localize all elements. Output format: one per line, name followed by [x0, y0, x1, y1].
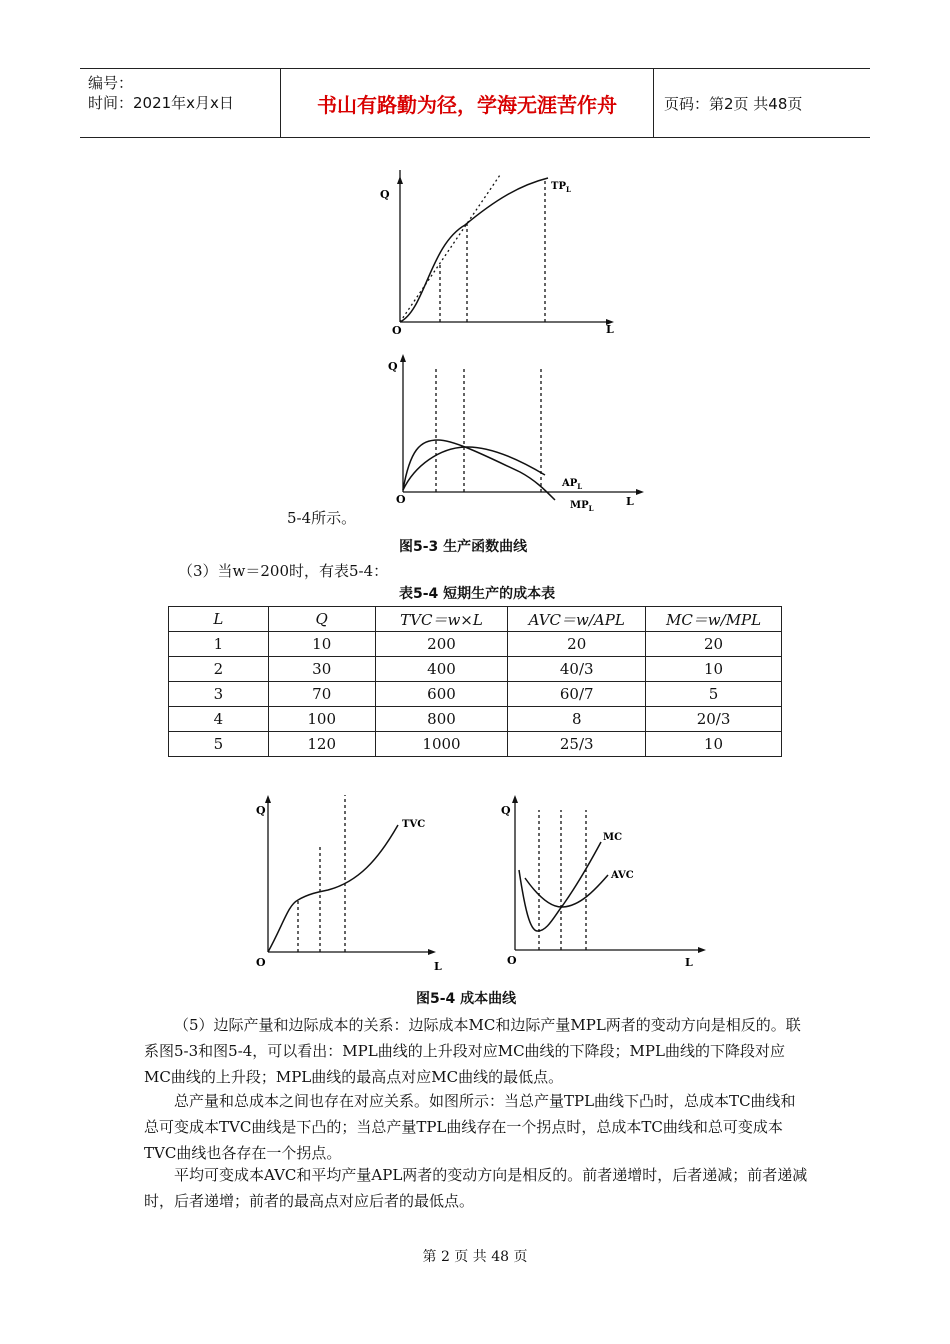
tp-curve	[400, 178, 548, 322]
avc-label: AVC	[611, 870, 634, 881]
tvc-curve	[268, 825, 398, 952]
col-mc: MC＝w/MPL	[646, 607, 782, 632]
cell: 40/3	[508, 657, 646, 682]
cell: 600	[375, 682, 508, 707]
cell: 60/7	[508, 682, 646, 707]
cell: 400	[375, 657, 508, 682]
cell: 20/3	[646, 707, 782, 732]
avc-curve	[525, 875, 608, 907]
intro-line: （3）当w＝200时，有表5-4：	[178, 562, 389, 580]
col-tvc: TVC＝w×L	[375, 607, 508, 632]
col-avc: AVC＝w/APL	[508, 607, 646, 632]
cost-table	[168, 606, 782, 757]
stray-text: 5-4所示。	[287, 509, 357, 527]
cell: 800	[375, 707, 508, 732]
ap-label: $AP_L$	[562, 478, 583, 491]
axis-label-q: Q	[380, 188, 390, 201]
tvc-label: TVC	[402, 819, 426, 830]
mp-label: $MP_L$	[570, 500, 594, 513]
axis-label-l: L	[606, 323, 614, 336]
axis-label-l4: L	[685, 956, 693, 969]
header-meta	[80, 69, 280, 137]
cell: 1000	[375, 732, 508, 757]
cell: 2	[169, 657, 269, 682]
tangent-line	[400, 175, 500, 322]
cell: 4	[169, 707, 269, 732]
figure53-caption: 图5-3 生产函数曲线	[399, 539, 528, 555]
table-caption: 表5-4 短期生产的成本表	[399, 586, 556, 602]
table-header-row	[169, 607, 782, 632]
origin-label2: O	[396, 493, 406, 506]
axis-label-q3: Q	[256, 804, 266, 817]
table-row	[169, 657, 782, 682]
cell: 100	[268, 707, 375, 732]
tp-curve-figure	[370, 170, 630, 340]
table-row	[169, 732, 782, 757]
axis-label-l2: L	[626, 495, 634, 508]
page-footer: 第 2 页 共 48 页	[422, 1249, 528, 1265]
cell: 70	[268, 682, 375, 707]
paragraph-2: 总产量和总成本之间也存在对应关系。如图所示：当总产量TPL曲线下凸时，总成本TC曲线和总可变成本TVC曲线是下凸的；当总产量TPL曲线存在一个拐点时，总成本TC曲线和总可变成本TVC曲线也各存在一个拐点。	[144, 1092, 796, 1162]
paragraph-1: （5）边际产量和边际成本的关系：边际成本MC和边际产量MPL两者的变动方向是相反的。联系图5-3和图5-4，可以看出：MPL曲线的上升段对应MC曲线的下降段；MPL曲线的下降段对应MC曲线的上升段；MPL曲线的最高点对应MC曲线的最低点。	[144, 1016, 801, 1086]
axis-label-q4: Q	[501, 804, 511, 817]
cell: 20	[646, 632, 782, 657]
header-motto: 书山有路勤为径，学海无涯苦作舟	[280, 69, 654, 137]
cell: 25/3	[508, 732, 646, 757]
paragraph-3: 平均可变成本AVC和平均产量APL两者的变动方向是相反的。前者递增时，后者递减；前者递减时，后者递增；前者的最高点对应后者的最低点。	[144, 1166, 808, 1210]
table-row	[169, 707, 782, 732]
cell: 3	[169, 682, 269, 707]
col-l: L	[169, 607, 269, 632]
origin-label3: O	[256, 956, 266, 969]
cell: 10	[268, 632, 375, 657]
cell: 20	[508, 632, 646, 657]
cell: 30	[268, 657, 375, 682]
cell: 8	[508, 707, 646, 732]
table-row	[169, 682, 782, 707]
mc-label: MC	[603, 832, 623, 843]
tp-label: $TP_L$	[551, 181, 571, 194]
origin-label: O	[392, 324, 402, 337]
cell: 120	[268, 732, 375, 757]
page-header	[80, 68, 870, 138]
header-page-info: 页码：第2页 共48页	[664, 94, 803, 113]
figure54-caption: 图5-4 成本曲线	[416, 991, 517, 1007]
mc-avc-figure	[495, 790, 715, 975]
number-label: 编号：	[88, 74, 134, 92]
cell: 10	[646, 657, 782, 682]
col-q: Q	[268, 607, 375, 632]
ap-mp-figure	[370, 350, 660, 520]
axis-label-q2: Q	[388, 360, 398, 373]
cell: 5	[169, 732, 269, 757]
cell: 10	[646, 732, 782, 757]
mp-curve	[403, 440, 555, 500]
axis-label-l3: L	[434, 960, 442, 973]
cell: 5	[646, 682, 782, 707]
ap-curve	[403, 447, 545, 490]
table-row	[169, 632, 782, 657]
cell: 200	[375, 632, 508, 657]
time-label: 时间：2021年x月x日	[88, 94, 234, 112]
cell: 1	[169, 632, 269, 657]
origin-label4: O	[507, 954, 517, 967]
tvc-figure	[248, 790, 448, 975]
